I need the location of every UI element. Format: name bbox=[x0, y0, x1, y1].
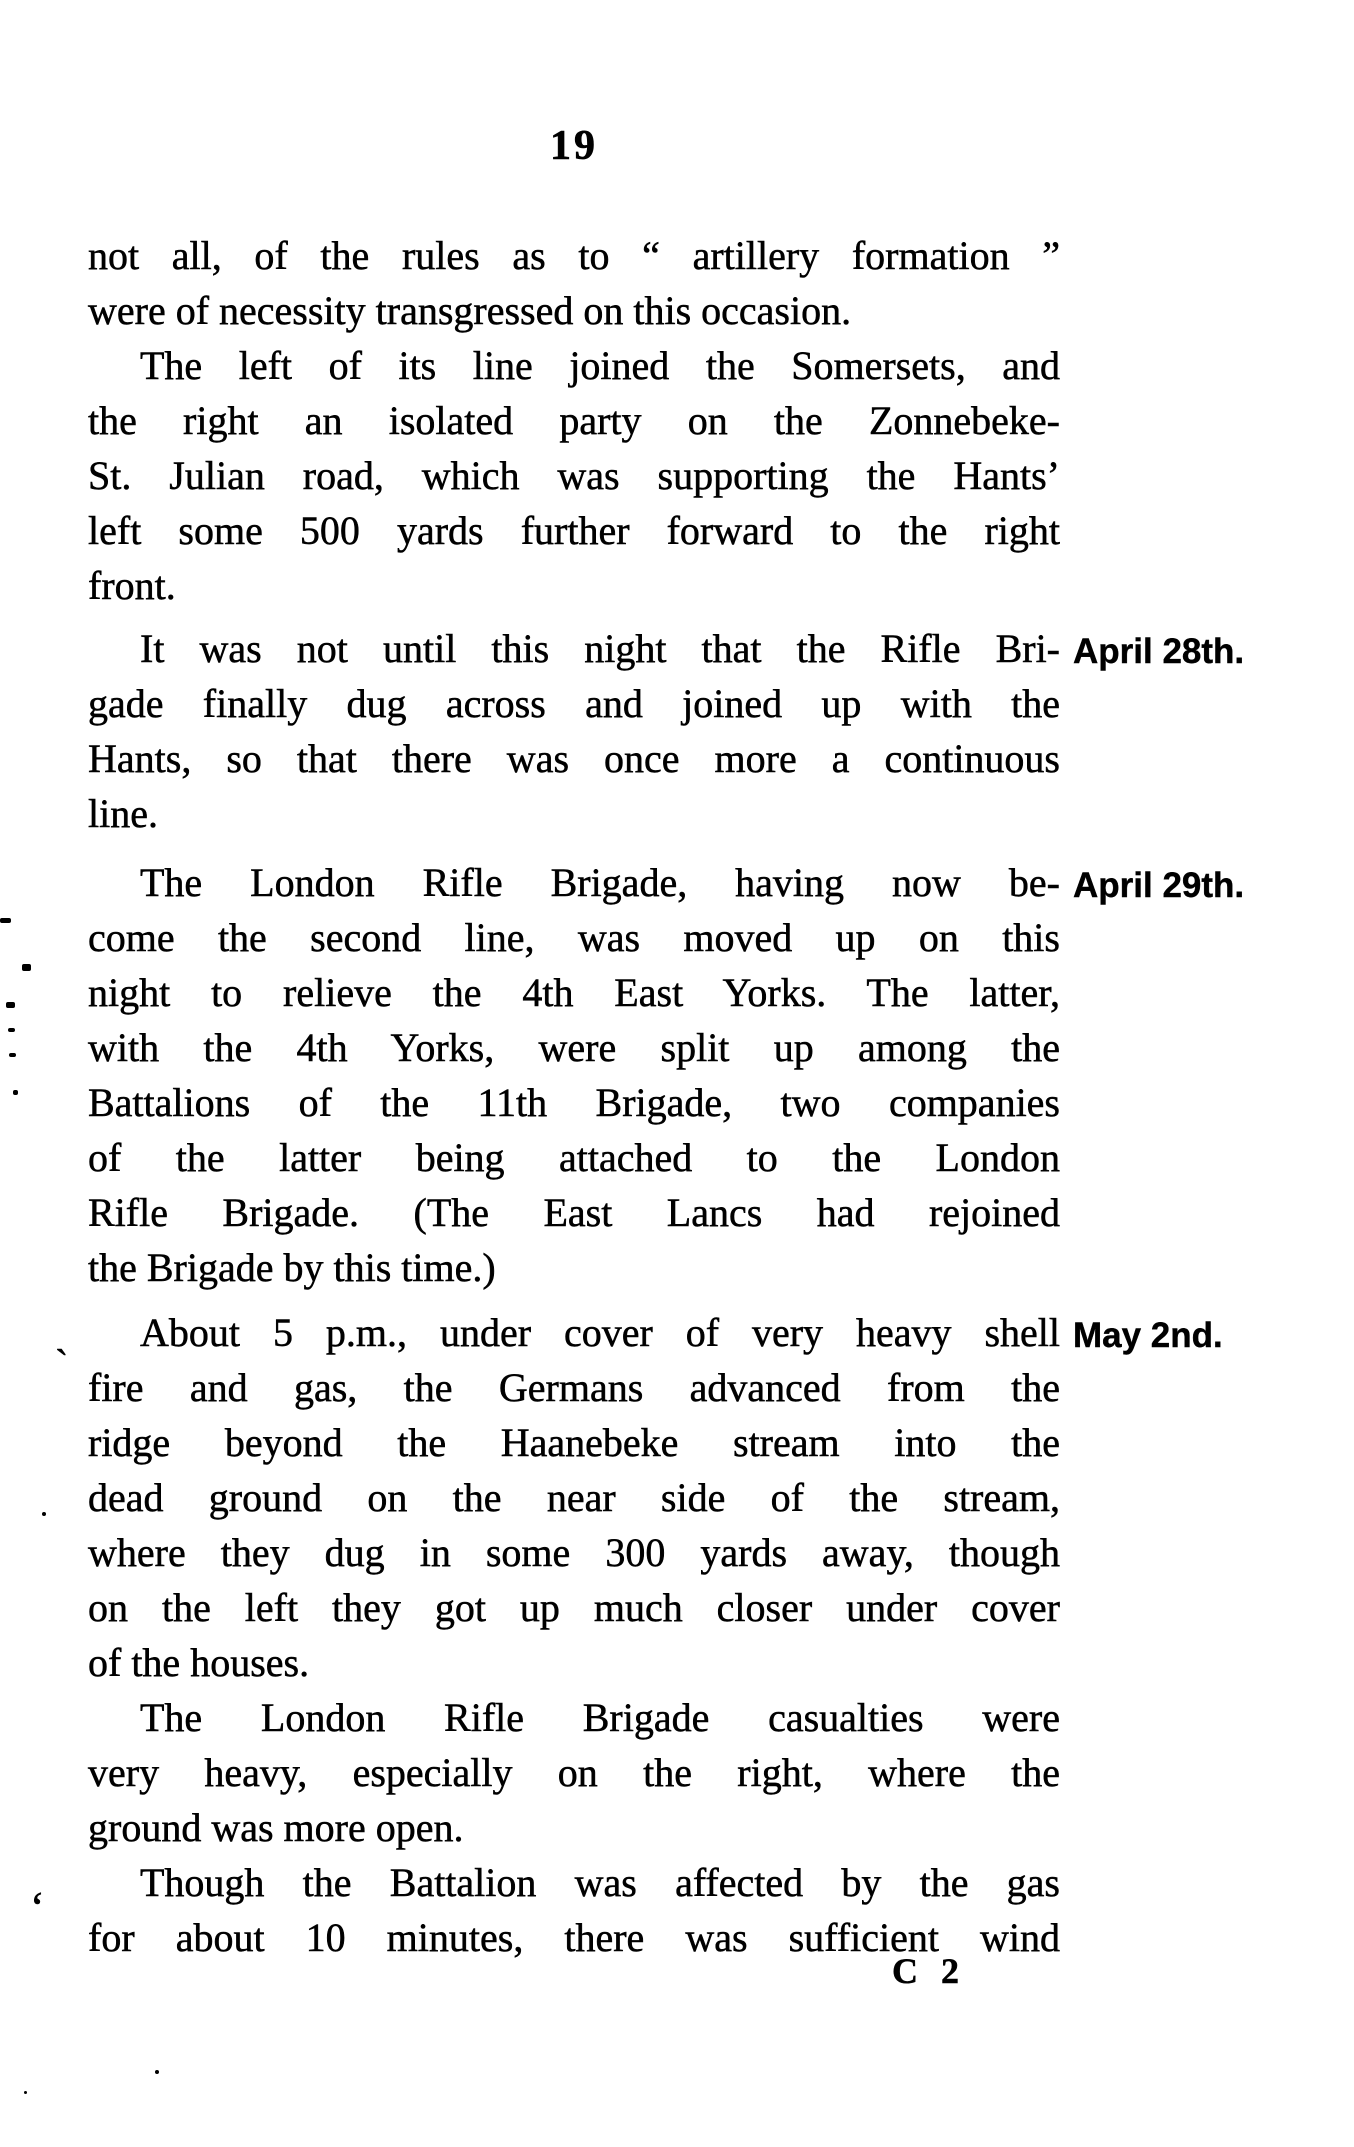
text-line: front. bbox=[88, 563, 176, 608]
paragraph bbox=[88, 1305, 1223, 1690]
text-line: line. bbox=[88, 791, 158, 836]
scan-stray-mark: ‘ bbox=[30, 1883, 45, 1932]
text-line: dead ground on the near side of the stream, bbox=[88, 1475, 1060, 1520]
paragraph bbox=[88, 621, 1245, 841]
text-line: Hants, so that there was once more a continuous bbox=[88, 736, 1060, 781]
text-line: gade finally dug across and joined up with the bbox=[88, 681, 1060, 726]
text-line: come the second line, was moved up on this bbox=[88, 915, 1060, 960]
scan-speck bbox=[8, 1028, 15, 1032]
paragraph bbox=[88, 855, 1245, 1295]
scan-speck bbox=[6, 1002, 15, 1008]
text-line: on the left they got up much closer under cover bbox=[88, 1585, 1060, 1630]
scan-speck bbox=[155, 2070, 159, 2074]
scan-speck bbox=[24, 2091, 27, 2094]
text-line: Battalions of the 11th Brigade, two companies bbox=[88, 1080, 1060, 1125]
paragraph bbox=[88, 1690, 1060, 1855]
margin-date-note: April 28th. bbox=[1073, 632, 1245, 671]
text-line: About 5 p.m., under cover of very heavy shell bbox=[140, 1310, 1060, 1355]
paragraph bbox=[88, 1855, 1060, 1965]
margin-date-note: May 2nd. bbox=[1073, 1316, 1223, 1355]
scan-speck bbox=[42, 1512, 46, 1516]
margin-date-note: April 29th. bbox=[1073, 866, 1245, 905]
text-line: Rifle Brigade. (The East Lancs had rejoined bbox=[88, 1190, 1060, 1235]
text-line: Though the Battalion was affected by the gas bbox=[140, 1860, 1060, 1905]
text-line: ground was more open. bbox=[88, 1805, 464, 1850]
text-line: very heavy, especially on the right, where the bbox=[88, 1750, 1060, 1795]
text-line: the Brigade by this time.) bbox=[88, 1245, 496, 1290]
text-line: were of necessity transgressed on this occasion. bbox=[88, 288, 852, 333]
text-line: for about 10 minutes, there was sufficient wind bbox=[88, 1915, 1060, 1960]
text-line: of the houses. bbox=[88, 1640, 310, 1685]
text-line: left some 500 yards further forward to the right bbox=[88, 508, 1060, 553]
scan-speck bbox=[9, 1053, 16, 1057]
page-number: 19 bbox=[550, 123, 598, 169]
text-line: of the latter being attached to the London bbox=[88, 1135, 1060, 1180]
text-line: The London Rifle Brigade, having now be- bbox=[140, 860, 1060, 905]
scan-speck bbox=[13, 1090, 18, 1095]
text-line: the right an isolated party on the Zonnebeke- bbox=[88, 398, 1060, 443]
printer-signature-mark: C 2 bbox=[892, 1951, 959, 1991]
text-line: The London Rifle Brigade casualties were bbox=[140, 1695, 1060, 1740]
paragraph bbox=[88, 338, 1060, 613]
text-line: It was not until this night that the Rifle Bri- bbox=[140, 626, 1060, 671]
scan-speck bbox=[22, 964, 31, 971]
scan-speck bbox=[0, 918, 11, 923]
text-line: not all, of the rules as to “ artillery formation ” bbox=[88, 233, 1060, 278]
text-line: The left of its line joined the Somersets, and bbox=[140, 343, 1060, 388]
text-line: with the 4th Yorks, were split up among the bbox=[88, 1025, 1060, 1070]
body-text-block bbox=[88, 228, 1245, 1965]
text-line: St. Julian road, which was supporting the Hants’ bbox=[88, 453, 1060, 498]
scan-stray-mark: ` bbox=[55, 1341, 69, 1386]
text-line: night to relieve the 4th East Yorks. The latter, bbox=[88, 970, 1060, 1015]
paragraph bbox=[88, 228, 1060, 338]
text-line: where they dug in some 300 yards away, though bbox=[88, 1530, 1060, 1575]
text-line: ridge beyond the Haanebeke stream into the bbox=[88, 1420, 1060, 1465]
text-line: fire and gas, the Germans advanced from the bbox=[88, 1365, 1060, 1410]
